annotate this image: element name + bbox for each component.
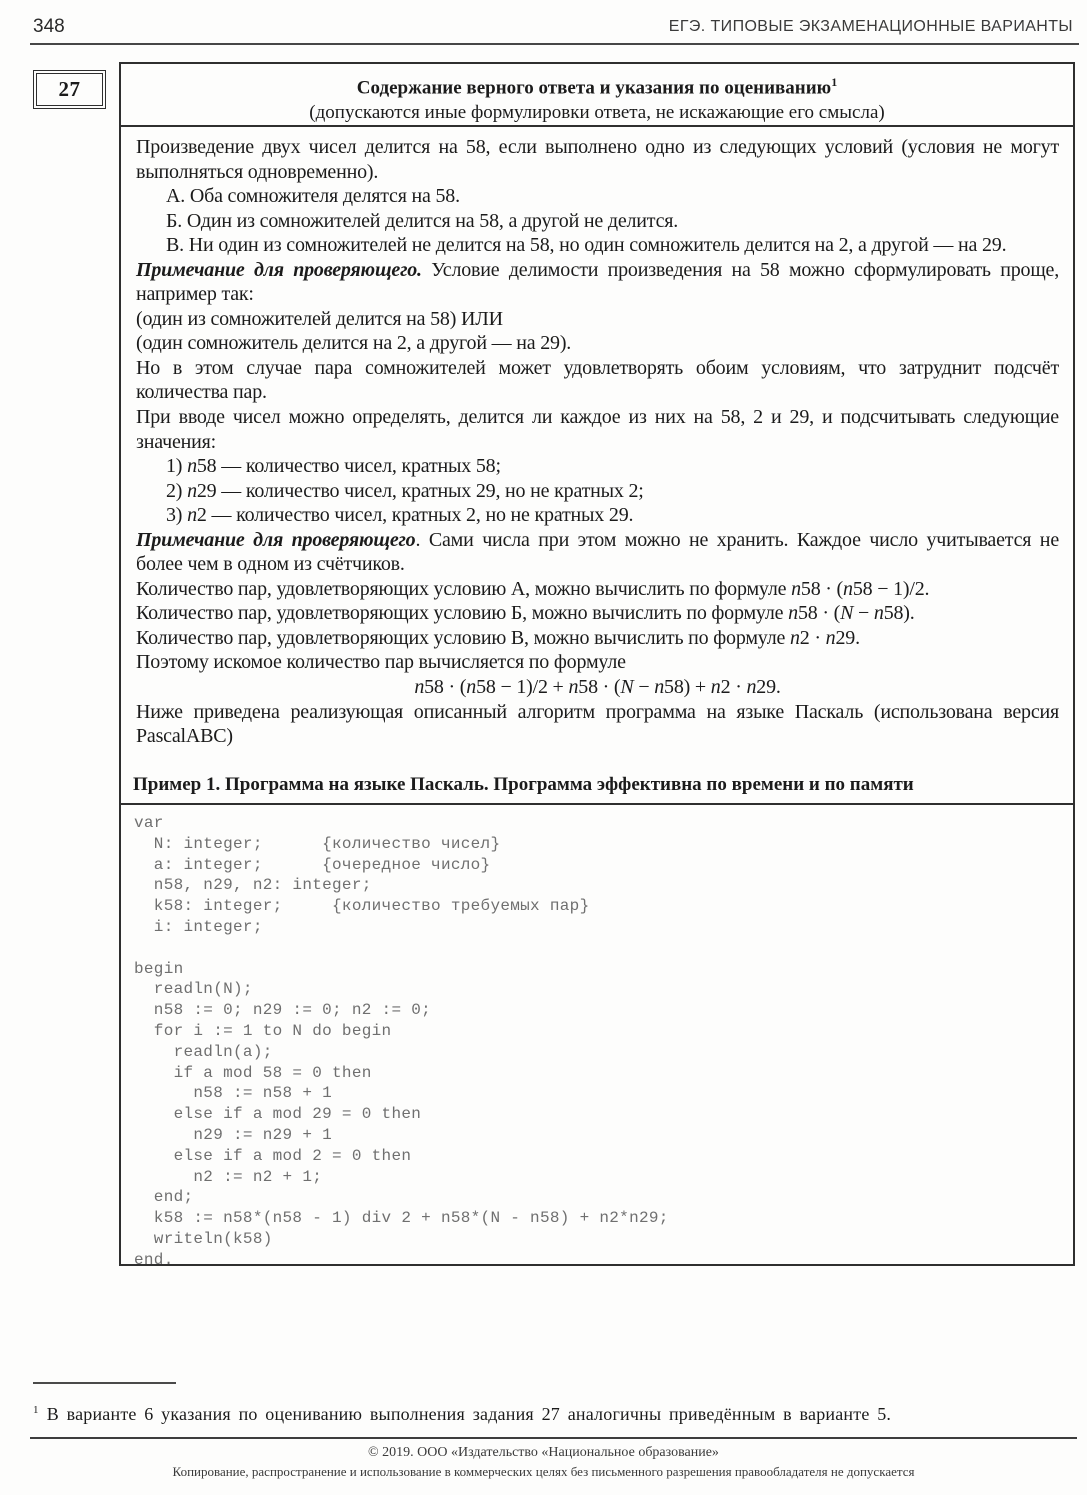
task-number: 27	[58, 77, 81, 101]
text-run: Поэтому искомое количество пар вычисляется по формуле	[136, 651, 626, 674]
code-line: k58: integer; {количество требуемых пар}	[134, 897, 590, 916]
text-run: 58).	[883, 602, 915, 625]
paragraph	[136, 184, 1059, 209]
paragraph	[136, 601, 1059, 626]
footnote-rule	[33, 1382, 176, 1384]
footnote-mark: 1	[33, 1404, 39, 1416]
paragraph	[136, 209, 1059, 234]
code-line: n58 := n58 + 1	[134, 1084, 333, 1103]
text-run: n	[466, 676, 477, 699]
text-run: n	[187, 504, 197, 527]
code-line: begin	[134, 959, 184, 978]
paragraph	[136, 577, 1059, 602]
text-run: 2)	[166, 479, 188, 502]
text-run: n	[414, 676, 425, 699]
text-run: N	[840, 602, 854, 625]
text-run: 29 — количество чисел, кратных 29, но не кратных 2;	[196, 479, 644, 502]
text-run: Количество пар, удовлетворяющих условию А, можно вычислить по формуле	[136, 577, 792, 600]
text-run: Примечание для проверяющего.	[136, 258, 422, 281]
text-run: n	[187, 455, 197, 478]
paragraph	[136, 454, 1059, 479]
text-run: (один из сомножителей делится на 58) ИЛИ	[136, 307, 503, 330]
text-run: При вводе чисел можно определять, делится ли каждое из них на 58, 2 и 29, и подсчитывать следующие значения:	[136, 406, 1059, 453]
code-line: var	[134, 814, 164, 832]
answer-box-body	[121, 127, 1073, 768]
paragraph	[136, 233, 1059, 258]
paragraph	[136, 650, 1059, 675]
text-run: 1)	[166, 455, 188, 478]
code-line: n2 := n2 + 1;	[134, 1167, 323, 1186]
text-run: Ниже приведена реализующая описанный алгоритм программа на языке Паскаль (использована версия PascalABC)	[136, 700, 1059, 748]
text-run: 2 — количество чисел, кратных 2, но не кратных 29.	[196, 504, 634, 527]
code-line: readln(a);	[134, 1042, 273, 1061]
text-run: n	[791, 577, 801, 600]
code-line	[134, 938, 1067, 959]
answer-box-title-row	[121, 64, 1073, 127]
paragraph	[136, 528, 1059, 577]
footer-rule	[30, 1437, 1077, 1439]
text-run: Условие делимости произведения на 58 можно сформулировать проще, например так:	[136, 258, 1059, 306]
text-run: n	[873, 602, 884, 625]
running-head	[33, 14, 1073, 40]
text-run: 58 − 1)/2.	[852, 577, 930, 600]
text-run: n	[654, 676, 665, 699]
paragraph	[136, 405, 1059, 454]
footnote	[33, 1398, 1047, 1426]
copyright-line: © 2019. ООО «Издательство «Национальное образование»	[368, 1445, 719, 1460]
running-head-title: ЕГЭ. ТИПОВЫЕ ЭКЗАМЕНАЦИОННЫЕ ВАРИАНТЫ	[668, 18, 1073, 35]
text-run: 29.	[835, 626, 860, 649]
text-run: В. Ни один из сомножителей не делится на 58, но один сомножитель делится на 2, а другой — на 29.	[166, 234, 1007, 257]
text-run: 58 · (	[800, 577, 844, 600]
text-run: Произведение двух чисел делится на 58, если выполнено одно из следующих условий (условия не могут выполняться одновременно).	[136, 136, 1059, 183]
text-run: Но в этом случае пара сомножителей может удовлетворять обоим условиям, что затруднит подсчёт количества пар.	[136, 356, 1059, 404]
text-run: 29.	[756, 676, 781, 699]
code-line: a: integer; {очередное число}	[134, 855, 491, 874]
text-run: 58 — количество чисел, кратных 58;	[196, 455, 501, 478]
rights-line: Копирование, распространение и использование в коммерческих целях без письменного разрешения правообладателя не допускается	[172, 1464, 915, 1479]
title-footnote-mark: 1	[831, 75, 838, 89]
paragraph	[136, 135, 1059, 184]
text-run: n	[825, 626, 836, 649]
text-run: n	[710, 676, 721, 699]
task-number-box	[33, 70, 106, 109]
text-run: 58 · (	[424, 676, 467, 699]
text-run: . Сами числа при этом можно не хранить. Каждое число учитывается не более чем в одном из счётчиков.	[136, 528, 1059, 576]
paragraph	[136, 356, 1059, 405]
code-line: n58 := 0; n29 := 0; n2 := 0;	[134, 1001, 432, 1020]
paragraph	[136, 258, 1059, 307]
answer-box-title	[131, 70, 1063, 100]
text-run: N	[620, 676, 634, 699]
code-line: end;	[134, 1188, 194, 1207]
text-run: n	[843, 577, 853, 600]
code-line: writeln(k58)	[134, 1229, 273, 1248]
paragraph	[136, 331, 1059, 356]
code-line: else if a mod 29 = 0 then	[134, 1105, 422, 1124]
pascal-code-block	[121, 805, 1073, 1264]
text-run: n	[568, 676, 579, 699]
text-run: 58 − 1)/2 +	[476, 676, 569, 699]
text-run: Примечание для проверяющего	[136, 528, 416, 551]
code-line: if a mod 58 = 0 then	[134, 1063, 372, 1082]
text-run: 58 · (	[797, 602, 841, 625]
example-header: Пример 1. Программа на языке Паскаль. Программа эффективна по времени и по памяти	[121, 768, 1073, 805]
text-run: А. Оба сомножителя делятся на 58.	[166, 185, 460, 208]
code-line: n58, n29, n2: integer;	[134, 876, 372, 895]
page-footer	[0, 1443, 1087, 1481]
paragraph	[136, 700, 1059, 749]
text-run: (один сомножитель делится на 2, а другой — на 29).	[136, 332, 572, 355]
paragraph	[136, 675, 1059, 700]
paragraph	[136, 479, 1059, 504]
code-line: n29 := n29 + 1	[134, 1125, 333, 1144]
code-line: readln(N);	[134, 980, 253, 999]
answer-box-title-text: Содержание верного ответа и указания по оцениванию	[356, 77, 832, 99]
paragraph	[136, 626, 1059, 651]
text-run: n	[746, 676, 757, 699]
code-line: i: integer;	[134, 917, 263, 936]
code-line: N: integer; {количество чисел}	[134, 834, 501, 853]
code-line: else if a mod 2 = 0 then	[134, 1146, 412, 1165]
code-line: k58 := n58*(n58 - 1) div 2 + n58*(N - n58) + n2*n29;	[134, 1209, 669, 1228]
text-run: −	[633, 676, 655, 699]
text-run: 58) +	[664, 676, 711, 699]
text-run: Количество пар, удовлетворяющих условию Б, можно вычислить по формуле	[136, 602, 789, 625]
running-head-rule	[30, 43, 1079, 45]
page-number: 348	[33, 16, 65, 37]
text-run: n	[789, 626, 800, 649]
text-run: Количество пар, удовлетворяющих условию В, можно вычислить по формуле	[136, 626, 790, 649]
text-run: 2 ·	[799, 626, 826, 649]
text-run: −	[853, 602, 874, 625]
code-line: for i := 1 to N do begin	[134, 1021, 392, 1040]
paragraph	[136, 503, 1059, 528]
text-run: 3)	[166, 504, 188, 527]
footnote-text: В варианте 6 указания по оцениванию выполнения задания 27 аналогичны приведённым в варианте 5.	[46, 1404, 892, 1424]
text-run: n	[187, 479, 197, 502]
text-run: n	[788, 602, 798, 625]
code-line: end.	[134, 1250, 174, 1264]
answer-box-subtitle: (допускаются иные формулировки ответа, не искажающие его смысла)	[309, 102, 885, 124]
text-run: 58 · (	[578, 676, 621, 699]
text-run: Б. Один из сомножителей делится на 58, а другой не делится.	[166, 209, 679, 232]
answer-box	[119, 62, 1075, 1266]
text-run: 2 ·	[720, 676, 747, 699]
paragraph	[136, 307, 1059, 332]
